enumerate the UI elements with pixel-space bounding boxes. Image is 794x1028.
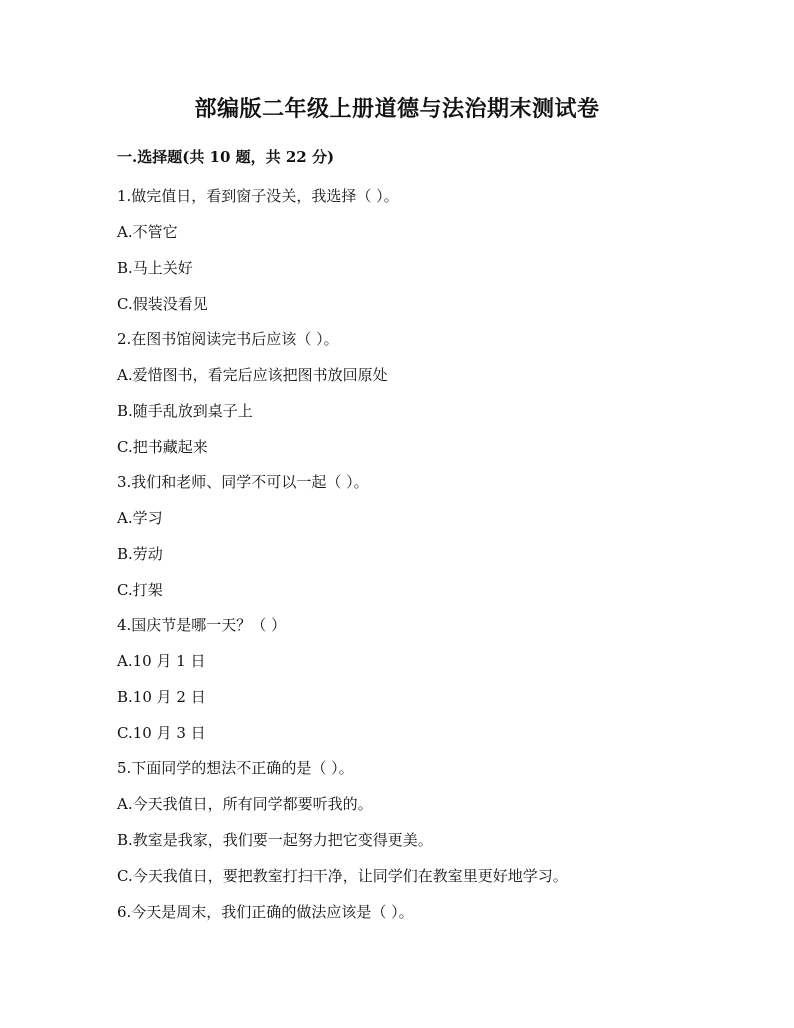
answer-option: B.10 月 2 日 [117, 688, 206, 706]
question-stem: 6.今天是周末，我们正确的做法应该是（ ）。 [117, 903, 414, 921]
answer-option: B.马上关好 [117, 259, 193, 277]
answer-option: A.爱惜图书，看完后应该把图书放回原处 [117, 366, 388, 384]
question-stem: 3.我们和老师、同学不可以一起（ ）。 [117, 473, 369, 491]
section-heading: 一.选择题(共 10 题，共 22 分) [117, 148, 335, 166]
page-title: 部编版二年级上册道德与法治期末测试卷 [194, 96, 600, 122]
answer-option: A.学习 [117, 509, 163, 527]
answer-option: C.把书藏起来 [117, 438, 208, 456]
answer-option: B.劳动 [117, 545, 163, 563]
answer-option: C.打架 [117, 581, 163, 599]
answer-option: C.10 月 3 日 [117, 724, 206, 742]
answer-option: B.教室是我家，我们要一起努力把它变得更美。 [117, 831, 433, 849]
answer-option: B.随手乱放到桌子上 [117, 402, 253, 420]
answer-option: C.假装没看见 [117, 295, 208, 313]
answer-option: A.不管它 [117, 223, 178, 241]
answer-option: A.今天我值日，所有同学都要听我的。 [117, 795, 373, 813]
question-stem: 1.做完值日，看到窗子没关，我选择（ ）。 [117, 187, 399, 205]
answer-option: C.今天我值日，要把教室打扫干净，让同学们在教室里更好地学习。 [117, 867, 568, 885]
answer-option: A.10 月 1 日 [117, 652, 206, 670]
question-stem: 2.在图书馆阅读完书后应该（ ）。 [117, 330, 339, 348]
question-stem: 4.国庆节是哪一天？（ ） [117, 616, 287, 634]
question-stem: 5.下面同学的想法不正确的是（ ）。 [117, 759, 354, 777]
